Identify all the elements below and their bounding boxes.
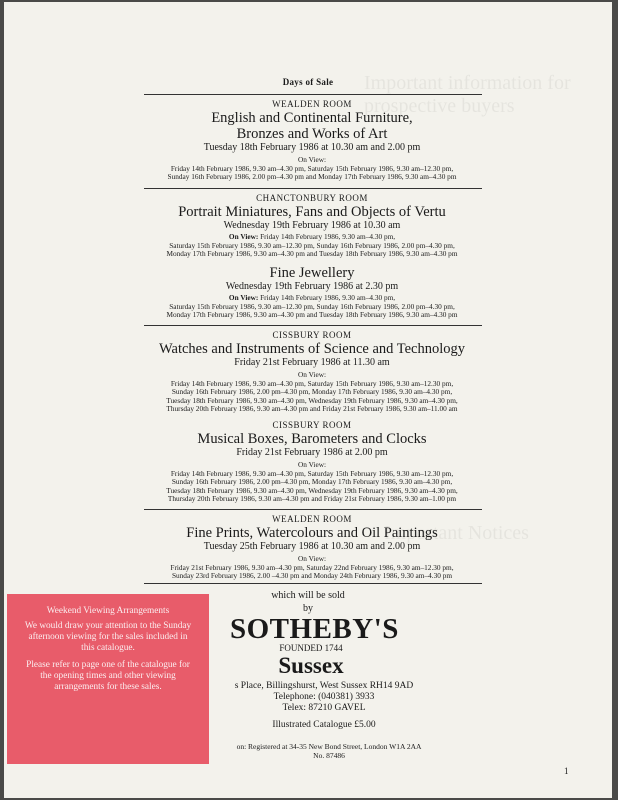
on-view-line: Tuesday 18th February 1986, 9.30 am–4.30 pm, Wednesday 19th February 1986, 9.30 am–4.30 pm, — [166, 395, 458, 405]
sale-room: CISSBURY ROOM — [272, 420, 352, 430]
sale-title: Bronzes and Works of Art — [236, 126, 388, 142]
on-view-line: Sunday 23rd February 1986, 2.00 –4.30 pm and Monday 24th February 1986, 9.30 am–4.30 pm — [171, 571, 453, 581]
sale-section — [112, 99, 512, 182]
on-view-line: Sunday 16th February 1986, 2.00 pm–4.30 pm, Monday 17th February 1986, 9.30 am–4.30 pm, — [171, 477, 453, 487]
on-view-label: On View: — [297, 370, 326, 379]
sale-section — [112, 514, 512, 581]
notice-body: Please refer to page one of the catalogue for the opening times and other viewing arrangements for these sales. — [26, 660, 190, 692]
on-view-line: Thursday 20th February 1986, 9.30 am–4.30 pm and Friday 21st February 1986, 9.30 am–11.00 am — [166, 404, 458, 414]
address-block — [204, 681, 444, 714]
divider — [144, 188, 482, 189]
sale-title: English and Continental Furniture, — [211, 110, 413, 126]
sale-date: Friday 21st February 1986 at 11.30 am — [234, 357, 390, 368]
telephone-line: Telephone: (040381) 3933 — [273, 692, 375, 702]
sale-title: Fine Prints, Watercolours and Oil Paintings — [186, 525, 438, 541]
on-view-label: On View: — [297, 554, 326, 563]
on-view-line: Friday 14th February 1986, 9.30 am–4.30 pm, Saturday 15th February 1986, 9.30 am–12.30 pm, — [170, 163, 454, 173]
sale-title: Watches and Instruments of Science and Technology — [159, 341, 465, 357]
sale-section — [112, 193, 512, 259]
address-line: s Place, Billingshurst, West Sussex RH14 9AD — [234, 681, 414, 691]
sold-line: which will be sold — [271, 590, 345, 601]
sale-date: Tuesday 18th February 1986 at 10.30 am and 2.00 pm — [203, 142, 421, 153]
on-view-line: Friday 14th February 1986, 9.30 am–4.30 pm, Saturday 15th February 1986, 9.30 am–12.30 pm, — [170, 378, 454, 388]
notice-body: We would draw your attention to the Sunday afternoon viewing for the sales included in this catalogue. — [24, 621, 192, 653]
sale-date: Wednesday 19th February 1986 at 2.30 pm — [225, 281, 399, 292]
registration-block — [194, 742, 464, 760]
brand-logo: SOTHEBY'S — [230, 613, 399, 645]
divider — [144, 583, 482, 584]
catalogue-price: Illustrated Catalogue £5.00 — [272, 720, 376, 730]
on-view-label: On View: — [228, 293, 259, 302]
registration-line: on: Registered at 34-35 New Bond Street, London W1A 2AA — [236, 742, 422, 751]
sale-room: CHANCTONBURY ROOM — [256, 193, 368, 203]
sale-room: WEALDEN ROOM — [272, 514, 352, 524]
bleed-through-heading: Important information for prospective buyers — [364, 72, 571, 117]
on-view-line: Sunday 16th February 1986, 2.00 pm–4.30 pm and Monday 17th February 1986, 9.30 am–4.30 pm — [167, 172, 457, 182]
on-view-line: Sunday 16th February 1986, 2.00 pm–4.30 pm, Monday 17th February 1986, 9.30 am–4.30 pm, — [171, 387, 453, 397]
page-number: 1 — [564, 766, 569, 776]
catalogue-page — [4, 2, 612, 798]
by-line: by — [303, 603, 313, 614]
sale-section — [112, 265, 512, 320]
sale-title: Fine Jewellery — [269, 265, 355, 281]
page-title: Days of Sale — [282, 77, 334, 87]
region-name: Sussex — [278, 653, 344, 678]
on-view-line: Tuesday 18th February 1986, 9.30 am–4.30 pm, Wednesday 19th February 1986, 9.30 am–4.30 pm, — [166, 485, 458, 495]
on-view-label: On View: — [297, 155, 326, 164]
founded-line: FOUNDED 1744 — [279, 643, 343, 653]
sale-title: Portrait Miniatures, Fans and Objects of Vertu — [178, 204, 446, 220]
on-view-line: Thursday 20th February 1986, 9.30 am–4.30 pm and Friday 21st February 1986, 9.30 am–1.00 pm — [167, 494, 457, 504]
divider — [144, 509, 482, 510]
on-view-line: Saturday 15th February 1986, 9.30 am–12.30 pm, Sunday 16th February 1986, 2.00 pm–4.30 pm, — [169, 240, 455, 250]
on-view-line: Friday 14th February 1986, 9.30 am–4.30 pm, — [260, 232, 396, 241]
sale-date: Friday 21st February 1986 at 2.00 pm — [236, 447, 388, 458]
on-view-line: Friday 14th February 1986, 9.30 am–4.30 pm, Saturday 15th February 1986, 9.30 am–12.30 pm, — [170, 468, 454, 478]
sale-title: Musical Boxes, Barometers and Clocks — [197, 431, 427, 447]
sale-date: Tuesday 25th February 1986 at 10.30 am and 2.00 pm — [203, 541, 421, 552]
telex-line: Telex: 87210 GAVEL — [282, 703, 366, 713]
sale-section — [112, 420, 512, 504]
divider — [144, 94, 482, 95]
divider — [144, 325, 482, 326]
sale-date: Wednesday 19th February 1986 at 10.30 am — [223, 220, 401, 231]
on-view-line: Saturday 15th February 1986, 9.30 am–12.30 pm, Sunday 16th February 1986, 2.00 pm–4.30 pm, — [169, 301, 455, 311]
sale-room: WEALDEN ROOM — [272, 99, 352, 109]
on-view-line: Friday 21st February 1986, 9.30 am–4.30 pm, Saturday 22nd February 1986, 9.30 am–12.30 pm, — [170, 562, 454, 572]
on-view-line: Monday 17th February 1986, 9.30 am–4.30 pm and Tuesday 18th February 1986, 9.30 am–4.30 pm — [166, 249, 458, 259]
bleed-through-heading: Important Notices — [384, 522, 529, 544]
registration-number: No. 87486 — [313, 751, 345, 760]
notice-title: Weekend Viewing Arrangements — [46, 606, 170, 616]
sale-section — [112, 330, 512, 414]
on-view-line: Monday 17th February 1986, 9.30 am–4.30 pm and Tuesday 18th February 1986, 9.30 am–4.30 pm — [166, 310, 458, 320]
weekend-viewing-notice — [7, 594, 209, 764]
on-view-line: Friday 14th February 1986, 9.30 am–4.30 pm, — [260, 293, 396, 302]
on-view-label: On View: — [228, 232, 259, 241]
on-view-label: On View: — [297, 460, 326, 469]
sale-room: CISSBURY ROOM — [272, 330, 352, 340]
